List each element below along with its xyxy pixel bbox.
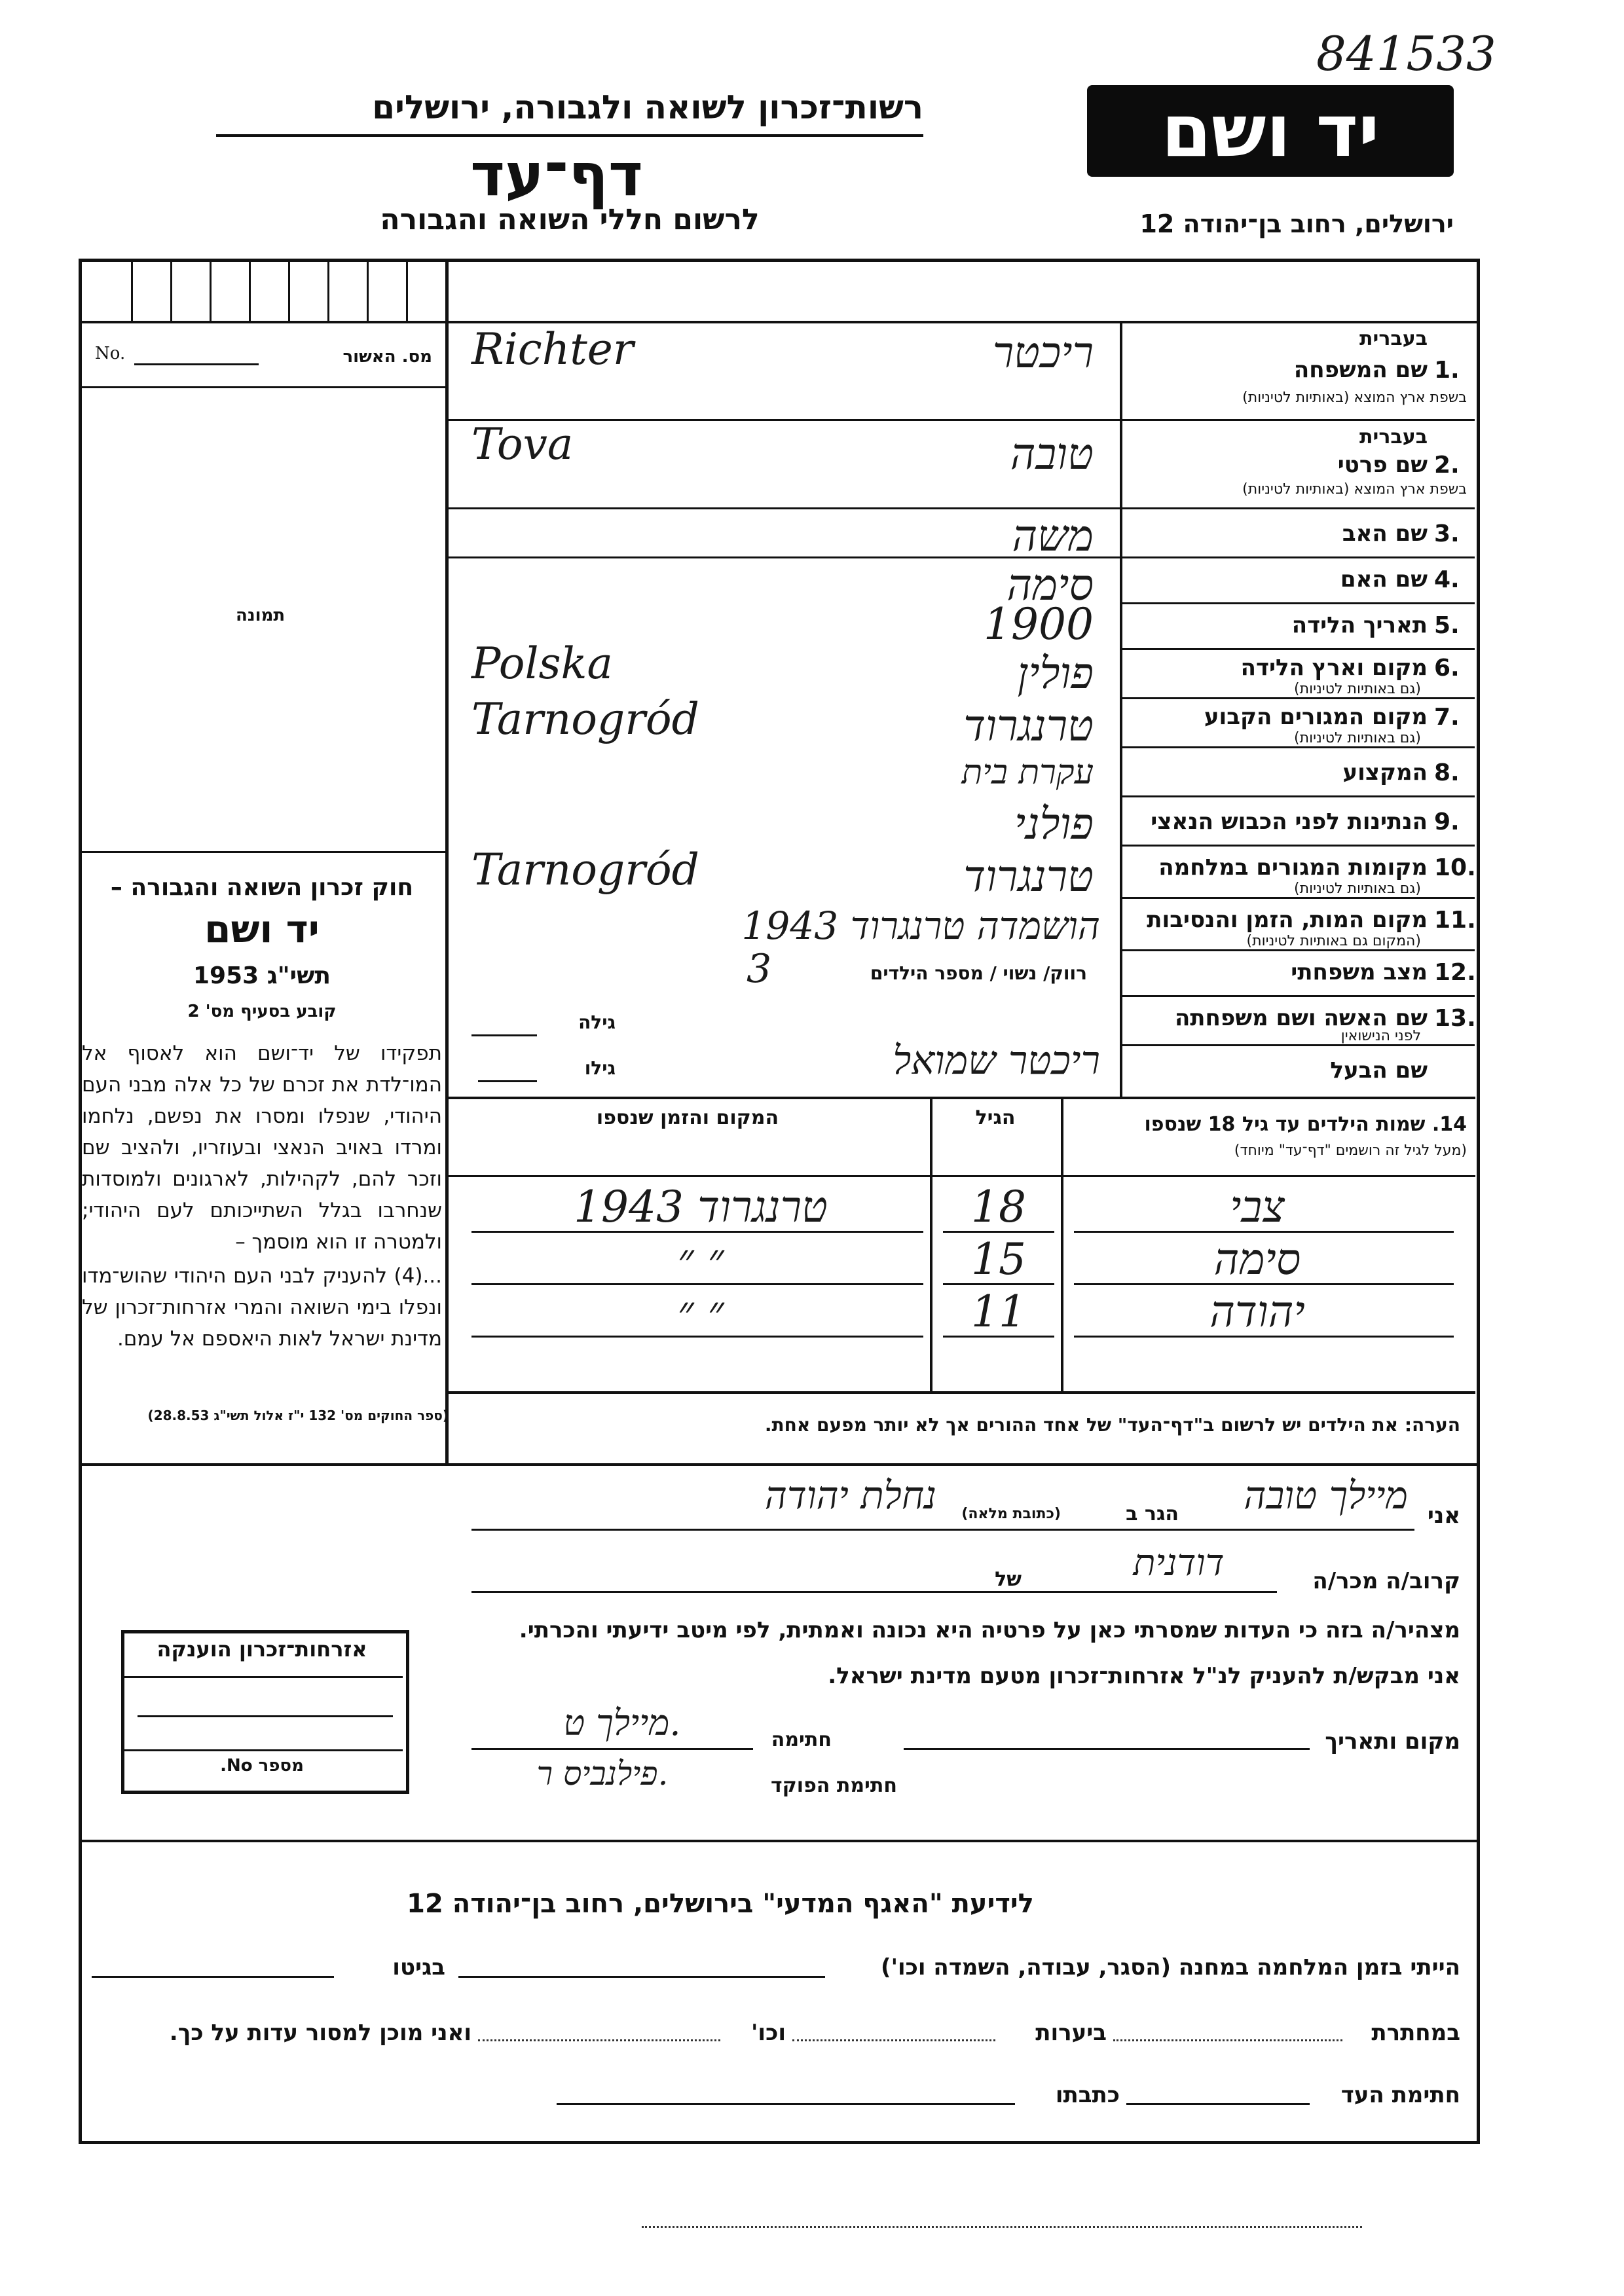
filing-row-rule [79,321,1477,323]
field-8-number: 8. [1434,759,1460,786]
of-label: של [995,1568,1022,1591]
signature-label: חתימה [771,1728,832,1751]
first-name-hebrew[interactable]: טובה [1010,429,1094,479]
law-source: (ספר החוקים מס' 132 י"ז אלול תשי"ג 28.8.53) [147,1408,449,1423]
mother-name[interactable]: סימה [1006,560,1094,610]
family-name-hebrew[interactable]: ריכטר [992,327,1094,378]
child-name[interactable]: יהודה [1209,1286,1305,1337]
underground-label: במחתרת [1371,2020,1460,2046]
field-13-note: לפני הנישואין [1340,1028,1421,1044]
form-title: דף־עד [470,141,643,210]
permanent-residence-latin[interactable]: Tarnogród [471,694,699,744]
field-2-number: 2. [1434,452,1460,479]
witness-address-label: כתבתו [1055,2082,1120,2108]
field-11-number: 11. [1434,907,1476,934]
place-date-line[interactable] [904,1748,1310,1750]
citizenship-box-rule-3 [124,1749,403,1751]
relative-label: קרוב/ה מכר/ה [1312,1568,1460,1594]
law-clause: קובע בסעיף מס' 2 [187,1002,337,1021]
witness-signature[interactable]: מיילך ט. [563,1702,681,1743]
field-1-label: שם המשפחה [1293,357,1428,383]
field-3-label: שם האב [1342,520,1428,547]
field-5-number: 5. [1434,612,1460,639]
citizenship-box-number: מספר No. [220,1756,304,1776]
law-name: יד ושם [204,907,320,951]
profession[interactable]: עקרת בית [961,753,1094,792]
photo-top-rule [79,386,447,388]
no-label: No. [95,344,126,363]
relation-line [471,1591,1277,1593]
label-column-divider [1120,321,1122,1097]
place-date-label: מקום ותאריך [1325,1728,1460,1755]
citizenship-request: אני מבקש/ת להעניק לנ"ל אזרחות־זכרון מטעם מדינת ישראל. [828,1663,1460,1689]
witness-address[interactable]: נחלת יהודה [764,1473,936,1518]
wife-age-line [471,1034,537,1036]
law-year: תשי"ג 1953 [193,962,331,989]
underground-line[interactable] [1113,2039,1342,2041]
field-2-hebrew-prefix: בעברית [1359,426,1428,448]
husband-label: שם הבעל [1330,1057,1428,1084]
field-10-number: 10. [1434,854,1476,881]
signature-line [471,1748,753,1750]
child-age[interactable]: 18 [971,1182,1026,1232]
child-name[interactable]: צבי [1230,1182,1285,1232]
institution-address: ירושלים, רחוב בן־יהודה 12 [1139,210,1454,238]
first-name-latin[interactable]: Tova [471,419,574,469]
child-death-place[interactable]: ״ ״ [677,1234,724,1285]
field-1-hebrew-prefix: בעברית [1359,327,1428,350]
field-10-label: מקומות המגורים במלחמה [1158,854,1428,881]
field-2-note: בשפת ארץ המוצא (באותיות לטיניות) [1242,481,1467,498]
archive-no-line [134,363,259,365]
children-count[interactable]: 3 [747,946,772,992]
witness-address-line[interactable] [557,2103,1015,2105]
children-note [589,1414,1460,1436]
authority-name: רשות־זכרון לשואה ולגבורה, ירושלים [372,88,923,126]
family-name-latin[interactable]: Richter [471,324,634,374]
etc-label: וכו' [750,2020,786,2046]
form-subtitle: לרשום חללי השואה והגבורה [380,203,760,236]
husband-age-line [478,1080,537,1082]
field-6-note: (גם באותיות לטיניות) [1294,681,1421,697]
field-4-label: שם האם [1340,566,1428,592]
resides-label: הגר ב [1126,1503,1179,1525]
yad-vashem-logo: יד ושם [1087,85,1454,177]
declaration-top-rule [79,1463,1477,1466]
children-age-col-right [1061,1097,1063,1391]
permanent-residence-hebrew[interactable]: טרנגרוד [963,701,1094,751]
field-9-number: 9. [1434,809,1460,835]
page-bottom-rule [642,2226,1362,2228]
citizenship-box-title: אזרחות־זכרון הוענקה [157,1637,367,1662]
law-title: חוק זכרון השואה והגבורה – [110,874,414,901]
child-death-place[interactable]: טרנגרוד 1943 [574,1182,828,1232]
etc-line[interactable] [478,2039,720,2041]
forests-label: ביערות [1035,2020,1107,2046]
declaration-statement: מצהיר/ה בזה כי העדות שמסרתי כאן על פרטיה היא נכונה ואמתית, לפי מיטב ידיעתי והכרתי. [519,1617,1460,1643]
note-text: את הילדים יש לרשום ב"דף־העד" של אחד ההורים אך לא יותר מפעם אחת. [764,1414,1399,1436]
photo-placeholder: תמונה [236,606,286,625]
birth-country-hebrew[interactable]: פולין [1017,648,1094,699]
field-7-note: (גם באותיות לטיניות) [1294,730,1421,746]
field-3-number: 3. [1434,520,1460,547]
field-6-label: מקום וארץ הלידה [1240,655,1428,681]
children-header-rule [449,1175,1475,1177]
camp-line-label: הייתי בזמן המלחמה במחנה (הסגר, עבודה, השמדה וכו') [881,1954,1460,1980]
children-header-note: (מעל לגיל זה רושמים "דף־עד" מיוחד) [1234,1142,1467,1159]
child-death-place[interactable]: ״ ״ [677,1286,724,1337]
witness-name[interactable]: מיילך טובה [1244,1473,1408,1518]
husband-age-label: גילו [584,1057,616,1079]
wartime-residence-latin[interactable]: Tarnogród [471,845,699,895]
camp-line[interactable] [458,1976,825,1978]
field-12-label: מצב משפחתי [1291,959,1428,985]
scientific-top-rule [79,1840,1477,1842]
relation[interactable]: דודנית [1133,1542,1225,1584]
field-10-note: (גם באותיות לטיניות) [1294,881,1421,897]
archive-reference-number: 841533 [1316,26,1496,81]
wife-age-label: גילה [578,1011,616,1033]
death-place-and-circumstances[interactable]: הושמדה טרנגרוד 1943 [741,903,1100,948]
field-1-number: 1. [1434,357,1460,384]
husband-name[interactable]: ריכטר שמואל [893,1038,1100,1084]
citizenship-box-rule-2 [138,1715,393,1717]
field-11-note: (המקום גם באותיות לטיניות) [1246,933,1421,949]
child-age[interactable]: 15 [971,1234,1026,1285]
field-2-label: שם פרטי [1337,452,1428,478]
declaration-i-label: אני [1427,1503,1460,1529]
field-7-number: 7. [1434,704,1460,731]
law-text-purpose: תפקידו של יד־ושם הוא לאסוף אל המו־לדת את זכרם של כל אלה מבני העם היהודי, שנפלו ומסרו את נפשם, נלחמו ומרדו באויב הנאצי ובעוזריו, ולהציב שם וזכר להם, לקהילות, לארגונים ולמוסדות שנחרבו בגלל השתייכותם לעם היהודי; ולמטרה זו הוא מוסמך – [82,1042,442,1254]
father-name[interactable]: משה [1012,511,1094,561]
photo-bottom-rule [79,851,447,853]
field-13-number: 13. [1434,1005,1476,1032]
children-table-bottom-rule [449,1391,1475,1394]
wartime-residence-hebrew[interactable]: טרנגרוד [963,851,1094,902]
officer-signature-label: חתימת הפוקד [771,1774,897,1797]
children-header-name: 14. שמות הילדים עד גיל 18 שנספו [1144,1113,1467,1136]
field-13-label: שם האשה ושם משפחתה [1174,1005,1428,1031]
ghetto-label: בגיטו [392,1954,445,1980]
ready-to-testify: ואני מוכן למסור עדות על כך. [169,2020,471,2046]
family-status-options: רווק/ נשוי / מספר הילדים [870,962,1087,984]
child-name[interactable]: סימה [1213,1234,1301,1285]
field-12-number: 12. [1434,959,1476,986]
officer-signature[interactable]: פילנביס ר. [536,1755,669,1793]
children-header-age: הגיל [975,1106,1016,1129]
header-rule [216,134,923,137]
field-7-label: מקום המגורים הקבוע [1204,704,1428,730]
children-age-col-left [930,1097,932,1391]
field-11-label: מקום המות, הזמן והנסיבות [1147,907,1428,933]
field-5-label: תאריך הלידה [1291,612,1428,638]
forests-line[interactable] [792,2039,995,2041]
address-note: (כתובת מלאה) [961,1506,1061,1522]
field-9-label: הנתינות לפני הכבוש הנאצי [1151,809,1428,835]
birth-date[interactable]: 1900 [984,599,1094,649]
field-4-number: 4. [1434,566,1460,593]
witness-signature-label: חתימת העד [1340,2082,1460,2108]
ghetto-line[interactable] [92,1976,334,1978]
pre-war-nationality[interactable]: פולני [1014,799,1094,849]
children-header-place: המקום והזמן שנספו [596,1106,779,1129]
witness-line [471,1529,1414,1531]
left-column-divider [445,259,449,1463]
note-label: הערה: [1404,1414,1460,1436]
child-age[interactable]: 11 [971,1286,1026,1337]
witness-signature-line[interactable] [1126,2103,1310,2105]
archive-no-label: מס. האשור [342,347,432,367]
field-6-number: 6. [1434,655,1460,682]
citizenship-box-rule-1 [124,1676,403,1678]
scientific-title: לידיעת "האגף המדעי" בירושלים, רחוב בן־יהודה 12 [407,1889,1034,1919]
field-1-note: בשפת ארץ המוצא (באותיות לטיניות) [1242,390,1467,406]
law-text-citizenship: ...(4) להעניק לבני העם היהודי שהוש־מדו ונפלו בימי השואה והמרי אזרחות־זכרון של מדינת ישראל לאות היאספם אל עמם. [82,1264,442,1351]
birth-country-latin[interactable]: Polska [471,638,613,689]
field-8-label: המקצוע [1342,759,1428,786]
